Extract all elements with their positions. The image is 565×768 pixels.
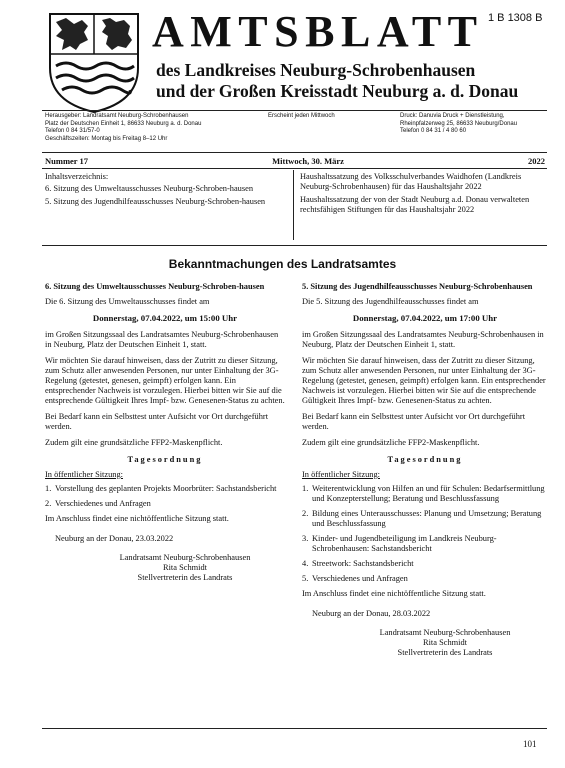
column-divider <box>293 170 294 240</box>
masthead-subtitle-line1: des Landkreises Neuburg-Schrobenhausen <box>156 60 476 80</box>
issue-line <box>45 156 545 166</box>
list-item: 1. Vorstellung des geplanten Projekts Moorbrüter: Sachstandsbericht <box>45 484 277 493</box>
printer-info: Druck: Danuvia Druck + Dienstleistung, Rheinpfalzerweg 25, 86633 Neuburg/Donau Telefon 0 84 31 / 4 80 60 <box>400 113 518 134</box>
list-item: 3. Kinder- und Jugendbeteiligung im Landkreis Neuburg-Schrobenhausen: Sachstandsbericht <box>302 534 497 553</box>
issue-year: 2022 <box>528 156 545 166</box>
table-of-contents-left: Inhaltsverzeichnis: 6. Sitzung des Umweltausschusses Neuburg-Schroben-hausen 5. Sitzung des Jugendhilfeausschusses Neuburg-Schroben-hausen <box>45 172 285 207</box>
publisher-info: Herausgeber: Landratsamt Neuburg-Schrobenhausen Platz der Deutschen Einheit 1, 86633 Neuburg a. d. Donau Telefon 0 84 31/57-0 Geschäftszeiten: Montag bis Freitag 8–12 Uhr <box>45 113 202 142</box>
notice-heading: 5. Sitzung des Jugendhilfeausschusses Neuburg-Schrobenhausen <box>302 282 533 291</box>
list-item: 1. Weiterentwicklung von Hilfen an und für Schulen: Bedarfsermittlung und Konzepterstellung; Beratung und Beschlussfassung <box>302 484 545 503</box>
toc-item: 5. Sitzung des Jugendhilfeausschusses Neuburg-Schroben-hausen <box>45 197 266 206</box>
toc-item: Haushaltssatzung des Volksschulverbandes Waidhofen (Landkreis Neuburg-Schrobenhausen) für das Haushaltsjahr 2022 <box>300 172 522 191</box>
divider <box>42 245 547 246</box>
divider <box>42 168 547 169</box>
page-number: 101 <box>523 739 537 749</box>
notice-environment-committee: 6. Sitzung des Umweltausschusses Neuburg-Schroben-hausen Die 6. Sitzung des Umweltausschusses findet am Donnerstag, 07.04.2022, um 15:00 Uhr im Großen Sitzungssaal des Landratsamtes Neuburg-Schrobenhausen in Neuburg, Platz der Deutschen Einheit 1, statt. Wir möchten Sie darauf hinweisen, dass der Zutritt zu dieser Sitzung, zum Schutz aller anwesenden Personen, nur unter Einhaltung der 3G-Regelung (getestet, genesen, geimpft) erfolgen kann. Ein entsprechender Nachweis ist vorzulegen. Hierbei bitten wir Sie auf die entsprechende Gültigkeit Ihres Impf- bzw. Genesenen-Status zu achten. Bei Bedarf kann ein Selbsttest unter Aufsicht vor Ort durchgeführt werden. Zudem gilt eine grundsätzliche FFP2-Maskenpflicht. Tagesordnung In öffentlicher Sitzung: 1. Vorstellung des geplanten Projekts Moorbrüter: Sachstandsbericht 2. Verschiedenes und Anfragen Im Anschluss findet eine nichtöffentliche Sitzung statt. Neuburg an der Donau, 23.03.2022 Landratsamt Neuburg-Schrobenhausen Rita Schmidt Stellvertreterin des Landrats <box>45 282 285 582</box>
signature-block: Landratsamt Neuburg-Schrobenhausen Rita Schmidt Stellvertreterin des Landrats <box>119 553 251 582</box>
divider <box>42 110 547 111</box>
agenda-title: Tagesordnung <box>387 455 463 464</box>
agenda-list <box>302 484 548 584</box>
notice-heading: 6. Sitzung des Umweltausschusses Neuburg-Schroben-hausen <box>45 282 265 291</box>
toc-item: 6. Sitzung des Umweltausschusses Neuburg-Schroben-hausen <box>45 184 254 193</box>
section-title: Bekanntmachungen des Landratsamtes <box>168 257 397 271</box>
publication-code: 1 B 1308 B <box>488 12 543 24</box>
masthead-title: AMTSBLATT <box>152 7 484 56</box>
divider <box>42 152 547 153</box>
meeting-date: Donnerstag, 07.04.2022, um 17:00 Uhr <box>352 313 498 323</box>
publishing-frequency: Erscheint jeden Mittwoch <box>268 113 335 119</box>
toc-item: Haushaltssatzung der von der Stadt Neuburg a.d. Donau verwalteten rechtsfähigen Stiftungen für das Haushaltsjahr 2022 <box>300 195 530 214</box>
agenda-list <box>45 484 285 509</box>
list-item: 2. Verschiedenes und Anfragen <box>45 499 151 508</box>
issue-date: Mittwoch, 30. März <box>272 156 344 166</box>
list-item: 2. Bildung eines Unterausschusses: Planung und Umsetzung; Beratung und Beschlussfassung <box>302 509 542 528</box>
coat-of-arms-icon <box>44 10 144 114</box>
table-of-contents-right <box>300 172 548 215</box>
masthead-subtitle-line2: und der Großen Kreisstadt Neuburg a. d. Donau <box>156 81 519 101</box>
notice-youth-welfare-committee: 5. Sitzung des Jugendhilfeausschusses Neuburg-Schrobenhausen Die 5. Sitzung des Jugendhilfeausschusses findet am Donnerstag, 07.04.2022, um 17:00 Uhr im Großen Sitzungssaal des Landratsamtes Neuburg-Schrobenhausen in Neuburg, Platz der Deutschen Einheit 1, statt. Wir möchten Sie darauf hinweisen, dass der Zutritt zu dieser Sitzung, zum Schutz aller anwesenden Personen, nur unter Einhaltung der 3G-Regelung (getestet, genesen, geimpft) erfolgen kann. Ein entsprechender Nachweis ist vorzulegen. Hierbei bitten wir Sie auf die entsprechende Gültigkeit Ihres Impf- bzw. Genesenen-Status zu achten. Bei Bedarf kann ein Selbsttest unter Aufsicht vor Ort durchgeführt werden. Zudem gilt eine grundsätzliche FFP2-Maskenpflicht. Tagesordnung In öffentlicher Sitzung: 1. Weiterentwicklung von Hilfen an und für Schulen: Bedarfsermittlung und Konzepterstellung; Beratung und Beschlussfassung 2. Bildung eines Unterausschusses: Planung und Umsetzung; Beratung und Beschlussfassung 3. Kinder- und Jugendbeteiligung im Landkreis Neuburg-Schrobenhausen: Sachstandsbericht 4. Streetwork: Sachstandsbericht 5. Verschiedenes und Anfragen Im Anschluss findet eine nichtöffentliche Sitzung statt. Neuburg an der Donau, 28.03.2022 Landratsamt Neuburg-Schrobenhausen Rita Schmidt Stellvertreterin des Landrats <box>302 282 548 658</box>
list-item: 4. Streetwork: Sachstandsbericht <box>302 559 414 568</box>
divider <box>42 728 547 729</box>
signature-block: Landratsamt Neuburg-Schrobenhausen Rita Schmidt Stellvertreterin des Landrats <box>379 628 511 657</box>
list-item: 5. Verschiedenes und Anfragen <box>302 574 408 583</box>
agenda-title: Tagesordnung <box>127 455 203 464</box>
meeting-date: Donnerstag, 07.04.2022, um 15:00 Uhr <box>92 313 238 323</box>
issue-number: Nummer 17 <box>45 156 89 166</box>
